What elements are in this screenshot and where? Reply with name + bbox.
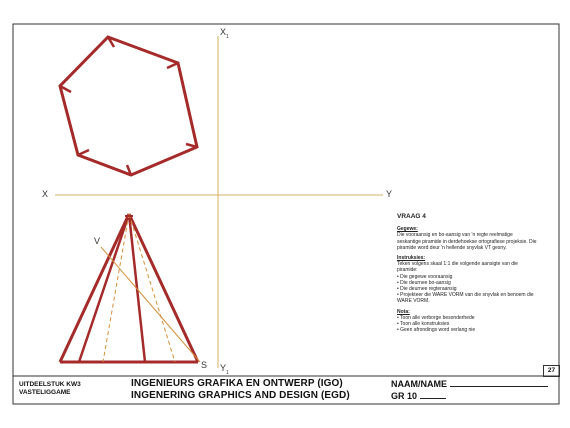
axis-label-y1: $Y_1$ <box>220 363 229 376</box>
point-label-s: S <box>201 360 208 370</box>
course-title-afrikaans: INGENIEURS GRAFIKA EN ONTWERP (IGO) <box>131 378 343 389</box>
question-notes <box>397 214 559 333</box>
note-line: • Toon alle verborge besonderhede <box>397 314 475 321</box>
instruction-line: Teken volgens skaal 1:1 die volgende aansigte van die <box>397 261 518 268</box>
instruction-line: WARE VORM. <box>397 298 430 305</box>
question-title: VRAAG 4 <box>397 213 426 220</box>
note-line: • Geen afrondings word verlang nie <box>397 327 476 334</box>
instruction-line: • Projekteer die WARE VORM van die snyvlak en benoem die <box>397 292 534 299</box>
grade-blank[interactable] <box>420 390 446 399</box>
instruction-line: • Die deurnee regteraansig <box>397 286 457 293</box>
title-block <box>13 376 559 404</box>
handout-info <box>19 381 81 397</box>
instruction-line: • Die gegewe vooraansig <box>397 273 453 280</box>
handout-topic: VASTELIGGAME <box>19 389 71 396</box>
instruction-line: • Die deurnee bo-aansig <box>397 279 451 286</box>
student-fields <box>391 378 548 402</box>
given-heading: Gegewe: <box>397 226 418 233</box>
name-field[interactable] <box>391 378 548 390</box>
axis-label-y: Y <box>386 189 393 199</box>
note-heading: Nota: <box>397 308 410 315</box>
given-line: piramide word deur 'n hellende snyvlak VT gesny. <box>397 244 507 251</box>
course-title-english: INGENERING GRAPHICS AND DESIGN (EGD) <box>131 390 350 401</box>
pyramid-front-view <box>60 214 198 362</box>
given-line: Die vooraansig en bo-aansig van 'n regte reelmatige <box>397 232 513 239</box>
name-blank[interactable] <box>450 378 548 387</box>
point-label-v: V <box>94 236 101 246</box>
note-line: • Toon alle konstruksies <box>397 321 450 328</box>
grade-field[interactable] <box>391 390 548 402</box>
cutting-plane-line <box>101 247 200 362</box>
axis-label-x: X <box>42 189 49 199</box>
course-title <box>131 378 350 402</box>
instructions-heading: Instruksies: <box>397 255 426 262</box>
page-number: 27 <box>543 365 560 377</box>
instruction-line: piramide: <box>397 267 418 274</box>
axis-label-x1: $X_1$ <box>220 27 229 40</box>
handout-code: UITDEELSTUK KW3 <box>19 381 81 388</box>
given-line: seskantige piramide in derdehoekse ortografiese projeksie. Die <box>397 238 537 245</box>
grade-label: GR 10 <box>391 391 418 401</box>
name-label: NAAM/NAME <box>391 379 447 389</box>
